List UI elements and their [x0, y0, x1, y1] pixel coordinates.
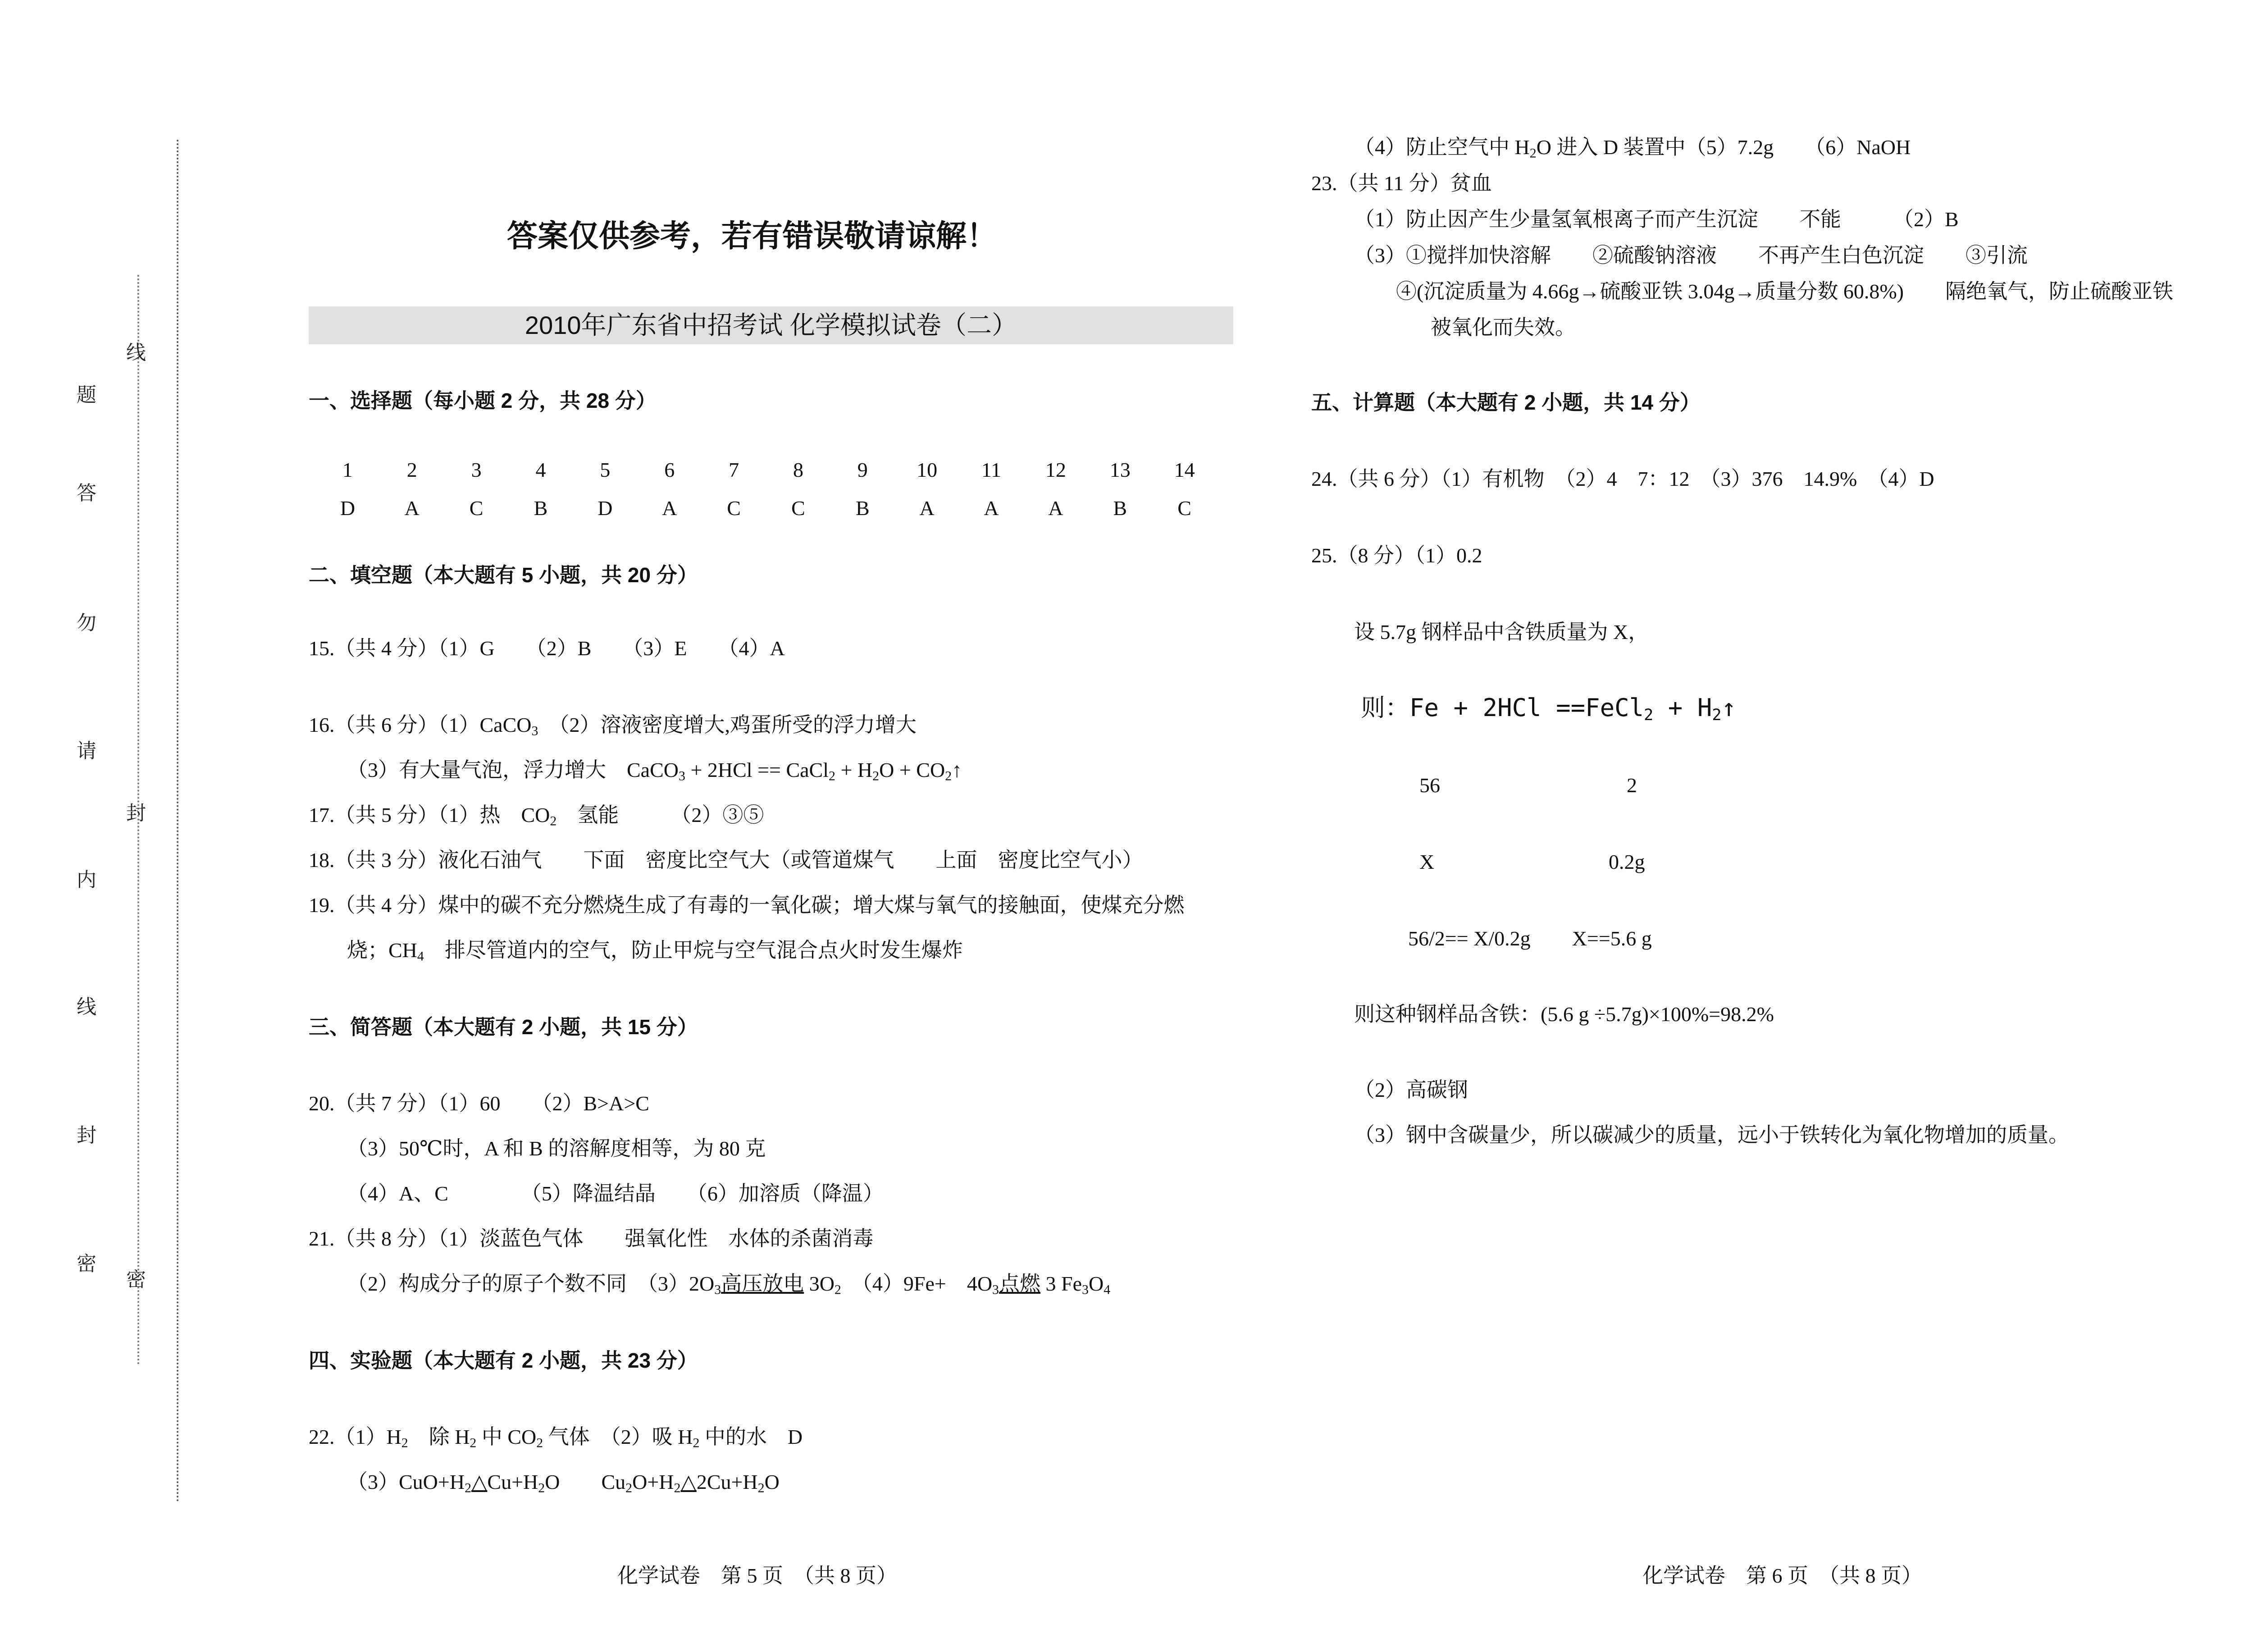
- choice-answer: A: [662, 497, 677, 520]
- section-heading-calc: 五、计算题（本大题有 2 小题，共 14 分）: [1311, 391, 1701, 414]
- choice-number: 6: [664, 458, 675, 481]
- seal-char-inner: 密: [126, 1269, 146, 1291]
- choice-number: 8: [793, 458, 803, 481]
- choice-answer: C: [469, 497, 483, 520]
- section-heading-fill: 二、填空题（本大题有 5 小题，共 20 分）: [309, 563, 698, 587]
- answer-q25-head: 25.（8 分）（1）0.2: [1311, 544, 1482, 567]
- page-footer-right: 化学试卷 第 6 页 （共 8 页）: [1642, 1564, 1922, 1587]
- seal-char: 线: [77, 996, 96, 1018]
- section-heading-experiment: 四、实验题（本大题有 2 小题，共 23 分）: [309, 1349, 698, 1372]
- choice-answer-row: [315, 494, 1217, 522]
- answer-q22-line2: $(3)CuO+H_2\triangle Cu+H_2O$ $Cu_2O+H_2\triangle 2Cu+H_2O$: [347, 1470, 780, 1496]
- answer-q24: 24.（共 6 分）（1）有机物 （2）4 7：12 （3）376 14.9% （4）D: [1311, 467, 1934, 490]
- answer-q19-line1: 19.（共 4 分）煤中的碳不充分燃烧生成了有毒的一氧化碳；增大煤与氧气的接触面，使煤充分燃: [309, 894, 1185, 917]
- binding-dotted-line-outer: [177, 140, 178, 1503]
- section-heading-choice: 一、选择题（每小题 2 分，共 28 分）: [309, 389, 657, 412]
- choice-number: 5: [600, 458, 611, 481]
- answer-q25-unknown: X: [1419, 850, 1435, 873]
- seal-char-inner: 线: [126, 342, 146, 364]
- exam-title: 2010年广东省中招考试 化学模拟试卷（二）: [524, 311, 1017, 339]
- choice-answer: A: [404, 497, 420, 520]
- choice-answer: C: [1177, 497, 1191, 520]
- choice-answer: D: [340, 497, 356, 520]
- answer-q20-line2: （3）50℃时，A 和 B 的溶解度相等，为 80 克: [347, 1137, 766, 1160]
- choice-number: 11: [981, 458, 1002, 481]
- choice-number: 4: [535, 458, 546, 481]
- seal-char: 题: [77, 384, 96, 406]
- choice-number: 14: [1174, 458, 1195, 481]
- answer-q19-line2: 烧；$CH_4$ 排尽管道内的空气，防止甲烷与空气混合点火时发生爆炸: [347, 939, 963, 964]
- answer-q21-line2: （2）构成分子的原子个数不同 $(3)2O_3$高压放电 $3O_2$ （4）9Fe+ $4O_3$点燃 3 $Fe_3O_4$: [347, 1272, 1111, 1297]
- choice-number: 2: [406, 458, 417, 481]
- answer-q23-line3: ④(沉淀质量为 4.66g→硫酸亚铁 3.04g→质量分数 60.8%) 隔绝氧气，防止硫酸亚铁: [1396, 280, 2173, 303]
- choice-answer: A: [919, 497, 935, 520]
- choice-number: 12: [1045, 458, 1066, 481]
- disclaimer-notice: 答案仅供参考，若有错误敬请谅解！: [507, 219, 998, 253]
- answer-q17: 17.（共 5 分）（1）热 $CO_2$ 氢能 （2）③⑤: [309, 803, 764, 829]
- choice-answer: B: [534, 497, 548, 520]
- answer-q25-ratio: 56/2== X/0.2g X==5.6 g: [1408, 927, 1652, 950]
- answer-q20-line1: 20.（共 7 分）（1）60 （2）B>A>C: [309, 1092, 649, 1115]
- answer-q25-part3: （3）钢中含碳量少，所以碳减少的质量，远小于铁转化为氧化物增加的质量。: [1354, 1123, 2069, 1146]
- answer-q22-line3: （4）防止空气中 $H_2O$ 进入 D 装置中（5）7.2g （6）NaOH: [1354, 136, 1911, 161]
- answer-q25-result: 则这种钢样品含铁：(5.6 g ÷5.7g)×100%=98.2%: [1354, 1003, 1774, 1026]
- answer-q16-line1: 16.（共 6 分）（1）CaCO$_3$ （2）溶液密度增大,鸡蛋所受的浮力增大: [309, 713, 917, 739]
- answer-q25-equation: 则：Fe + 2HCl ==FeCl$_2$ + $H_2↑$: [1361, 694, 1736, 724]
- answer-q22-line1: $22.(1)H_2$ 除 $H_2$ 中 $CO_2$ 气体 （2）吸 $H_2$ 中的水 D: [309, 1425, 803, 1451]
- answer-q25-part2: （2）高碳钢: [1354, 1078, 1468, 1101]
- seal-char: 内: [77, 869, 96, 891]
- answer-q23-head: 23.（共 11 分）贫血: [1311, 172, 1492, 195]
- answer-q25-h2-amount: 0.2g: [1609, 850, 1645, 873]
- seal-char: 封: [77, 1124, 96, 1146]
- choice-answer: D: [597, 497, 613, 520]
- answer-q16-line2: （3）有大量气泡，浮力增大 CaCO$_3$ + 2HCl == CaCl$_2$ + $H_2O$ + $CO_2↑$: [347, 758, 962, 784]
- answer-q23-line2: （3）①搅拌加快溶解 ②硫酸钠溶液 不再产生白色沉淀 ③引流: [1354, 244, 2028, 267]
- section-heading-short: 三、简答题（本大题有 2 小题，共 15 分）: [309, 1015, 698, 1039]
- seal-char: 勿: [77, 612, 96, 634]
- seal-char: 答: [77, 482, 96, 504]
- choice-answer: A: [984, 497, 999, 520]
- answer-q25-let: 设 5.7g 钢样品中含铁质量为 X，: [1354, 621, 1649, 643]
- choice-number: 9: [857, 458, 868, 481]
- choice-number: 13: [1109, 458, 1131, 481]
- seal-char: 请: [77, 740, 96, 762]
- seal-char-inner: 封: [126, 802, 146, 824]
- answer-q23-line4: 被氧化而失效。: [1431, 316, 1576, 339]
- answer-q21-line1: 21.（共 8 分）（1）淡蓝色气体 强氧化性 水体的杀菌消毒: [309, 1227, 874, 1250]
- choice-answer: B: [855, 497, 870, 520]
- choice-number: 7: [729, 458, 739, 481]
- choice-number: 3: [471, 458, 482, 481]
- answer-q25-mass-fe: 56: [1419, 774, 1440, 797]
- answer-q18: 18.（共 3 分）液化石油气 下面 密度比空气大（或管道煤气 上面 密度比空气小）: [309, 849, 1143, 872]
- choice-answer: B: [1113, 497, 1127, 520]
- answer-q23-line1: （1）防止因产生少量氢氧根离子而产生沉淀 不能 （2）B: [1354, 208, 1959, 231]
- answer-q15: 15.（共 4 分）（1）G （2）B （3）E （4）A: [309, 637, 785, 660]
- choice-number: 1: [342, 458, 353, 481]
- choice-answer: C: [791, 497, 805, 520]
- answer-q20-line3: （4）A、C （5）降温结晶 （6）加溶质（降温）: [347, 1182, 884, 1205]
- choice-answer: A: [1048, 497, 1063, 520]
- choice-number: 10: [917, 458, 938, 481]
- choice-number-row: [315, 456, 1217, 484]
- choice-answer: C: [727, 497, 741, 520]
- answer-q25-mass-h2: 2: [1627, 774, 1637, 797]
- page-footer-left: 化学试卷 第 5 页 （共 8 页）: [617, 1564, 897, 1587]
- seal-char: 密: [77, 1253, 96, 1275]
